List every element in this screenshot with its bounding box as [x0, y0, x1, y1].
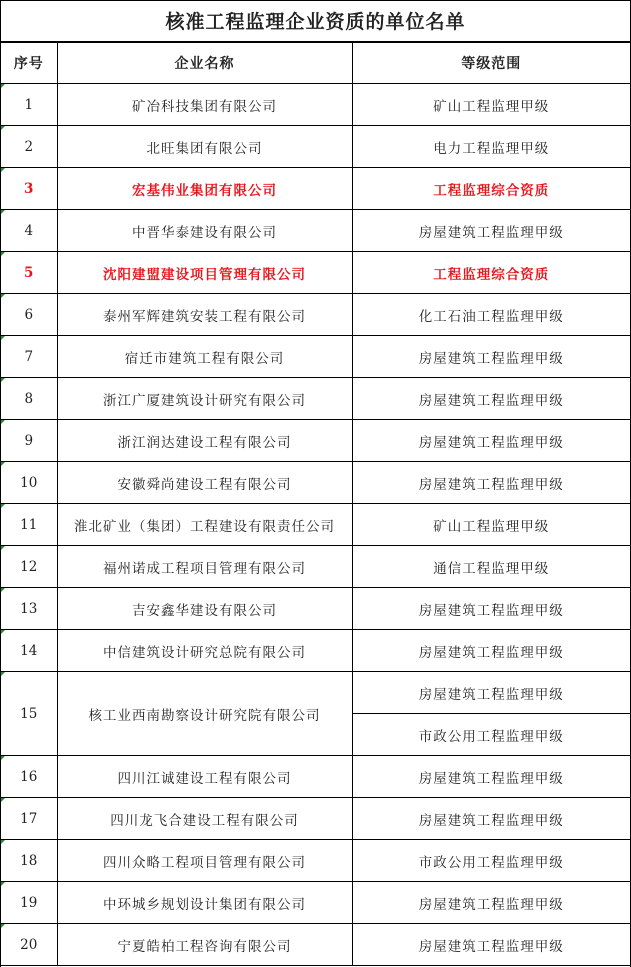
qualification-scope: 房屋建筑工程监理甲级: [352, 462, 630, 504]
qualification-scope: 市政公用工程监理甲级: [352, 840, 630, 882]
table-row: [1, 126, 630, 168]
header-no: 序号: [1, 43, 57, 84]
header-company: 企业名称: [57, 43, 352, 84]
company-name: 中晋华泰建设有限公司: [57, 210, 352, 252]
table-row: [1, 462, 630, 504]
qualification-scope: 房屋建筑工程监理甲级: [352, 924, 630, 966]
company-name: 四川龙飞合建设工程有限公司: [57, 798, 352, 840]
table-row: [1, 672, 630, 714]
row-number: 4: [1, 210, 57, 252]
row-number: 13: [1, 588, 57, 630]
qualification-scope: 房屋建筑工程监理甲级: [352, 798, 630, 840]
table-row: [1, 336, 630, 378]
row-number: 19: [1, 882, 57, 924]
company-name: 淮北矿业（集团）工程建设有限责任公司: [57, 504, 352, 546]
table-body: [1, 84, 630, 966]
company-name: 宏基伟业集团有限公司: [57, 168, 352, 210]
table-row: [1, 168, 630, 210]
company-name: 中环城乡规划设计集团有限公司: [57, 882, 352, 924]
company-name: 宁夏皓柏工程咨询有限公司: [57, 924, 352, 966]
qualification-scope: 房屋建筑工程监理甲级: [352, 336, 630, 378]
qualification-scope: 房屋建筑工程监理甲级: [352, 882, 630, 924]
company-name: 宿迁市建筑工程有限公司: [57, 336, 352, 378]
company-name: 浙江广厦建筑设计研究有限公司: [57, 378, 352, 420]
table-row: [1, 504, 630, 546]
company-name: 安徽舜尚建设工程有限公司: [57, 462, 352, 504]
row-number: 5: [1, 252, 57, 294]
qualification-scope: 房屋建筑工程监理甲级: [352, 672, 630, 714]
company-name: 吉安鑫华建设有限公司: [57, 588, 352, 630]
table-row: [1, 378, 630, 420]
qualification-scope: 化工石油工程监理甲级: [352, 294, 630, 336]
row-number: 6: [1, 294, 57, 336]
table-row: [1, 84, 630, 126]
company-name: 四川江诚建设工程有限公司: [57, 756, 352, 798]
company-name: 矿冶科技集团有限公司: [57, 84, 352, 126]
header-row: [1, 43, 630, 84]
sheet-title: 核准工程监理企业资质的单位名单: [1, 0, 630, 42]
table-row: [1, 210, 630, 252]
row-number: 12: [1, 546, 57, 588]
company-name: 中信建筑设计研究总院有限公司: [57, 630, 352, 672]
qualification-scope: 房屋建筑工程监理甲级: [352, 378, 630, 420]
company-name: 浙江润达建设工程有限公司: [57, 420, 352, 462]
table-row: [1, 420, 630, 462]
table-row: [1, 630, 630, 672]
header-scope: 等级范围: [352, 43, 630, 84]
row-number: 11: [1, 504, 57, 546]
qualification-scope: 工程监理综合资质: [352, 168, 630, 210]
qualification-scope: 房屋建筑工程监理甲级: [352, 420, 630, 462]
row-number: 7: [1, 336, 57, 378]
table-row: [1, 924, 630, 966]
table-row: [1, 252, 630, 294]
row-number: 1: [1, 84, 57, 126]
company-name: 北旺集团有限公司: [57, 126, 352, 168]
qualification-scope: 通信工程监理甲级: [352, 546, 630, 588]
row-number: 18: [1, 840, 57, 882]
table-row: [1, 798, 630, 840]
company-table: [1, 42, 630, 966]
company-name: 核工业西南勘察设计研究院有限公司: [57, 672, 352, 756]
table-row: [1, 756, 630, 798]
row-number: 14: [1, 630, 57, 672]
table-row: [1, 882, 630, 924]
row-number: 17: [1, 798, 57, 840]
table-row: [1, 840, 630, 882]
qualification-scope: 房屋建筑工程监理甲级: [352, 210, 630, 252]
row-number: 16: [1, 756, 57, 798]
qualification-scope: 房屋建筑工程监理甲级: [352, 630, 630, 672]
company-name: 沈阳建盟建设项目管理有限公司: [57, 252, 352, 294]
qualification-scope: 电力工程监理甲级: [352, 126, 630, 168]
row-number: 2: [1, 126, 57, 168]
company-name: 福州诺成工程项目管理有限公司: [57, 546, 352, 588]
row-number: 20: [1, 924, 57, 966]
qualification-scope: 矿山工程监理甲级: [352, 84, 630, 126]
qualification-scope: 矿山工程监理甲级: [352, 504, 630, 546]
qualification-scope: 房屋建筑工程监理甲级: [352, 588, 630, 630]
company-name: 泰州军辉建筑安装工程有限公司: [57, 294, 352, 336]
company-name: 四川众略工程项目管理有限公司: [57, 840, 352, 882]
qualification-scope: 市政公用工程监理甲级: [352, 714, 630, 756]
table-row: [1, 294, 630, 336]
qualification-scope: 房屋建筑工程监理甲级: [352, 756, 630, 798]
row-number: 8: [1, 378, 57, 420]
row-number: 10: [1, 462, 57, 504]
row-number: 3: [1, 168, 57, 210]
row-number: 15: [1, 672, 57, 756]
qualification-scope: 工程监理综合资质: [352, 252, 630, 294]
table-row: [1, 588, 630, 630]
table-row: [1, 546, 630, 588]
row-number: 9: [1, 420, 57, 462]
